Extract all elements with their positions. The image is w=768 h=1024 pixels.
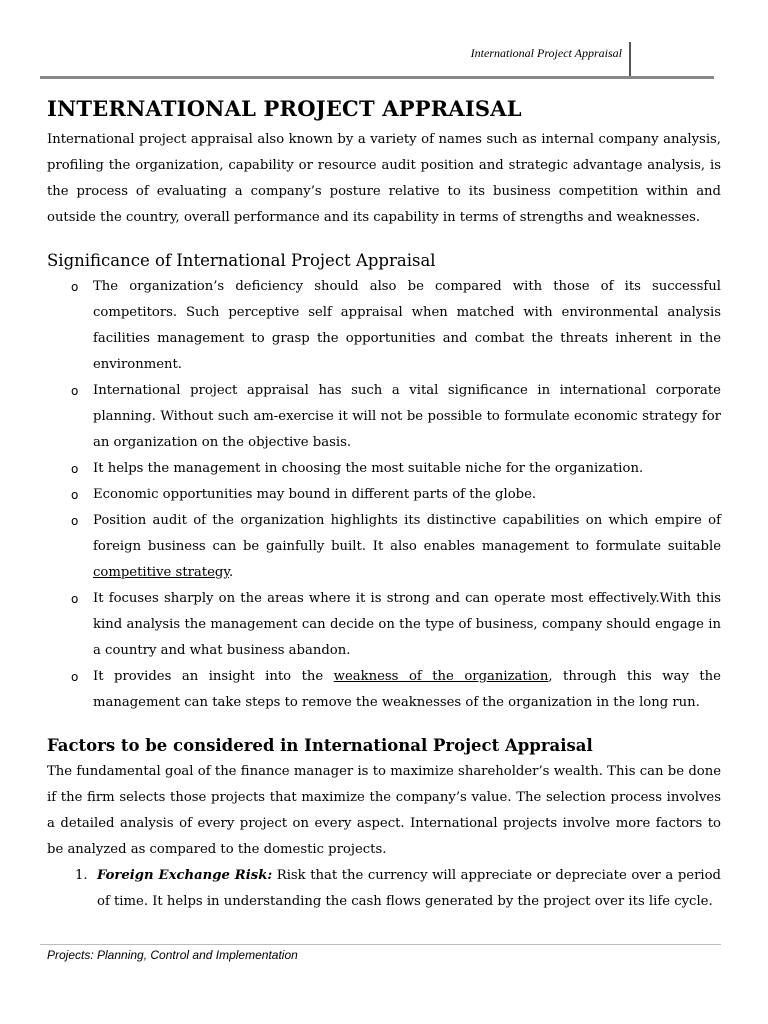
list-item xyxy=(47,378,721,456)
bullet-marker: o xyxy=(71,280,79,294)
list-item xyxy=(47,456,721,482)
intro-paragraph: International project appraisal also known by a variety of names such as internal company analysis, profiling the organization, capability or resource audit position and strategic advantage analysis, is the process of evaluating a company’s posture relative to its business competition within and outside the country, overall performance and its capability in terms of strengths and weaknesses. xyxy=(47,132,721,225)
factor-description: Risk that the currency will appreciate or depreciate over a period of time. It helps in understanding the cash flows generated by the project over its life cycle. xyxy=(97,868,721,909)
factors-intro-paragraph: The fundamental goal of the finance manager is to maximize shareholder’s wealth. This can be done if the firm selects those projects that maximize the company’s value. The selection process involves a detailed analysis of every project on every aspect. International projects involve more factors to be analyzed as compared to the domestic projects. xyxy=(47,764,721,857)
list-item-text: Position audit of the organization highlights its distinctive capabilities on which empire of foreign business can be gainfully built. It also enables management to formulate suitable xyxy=(93,513,721,554)
footer-text: Projects: Planning, Control and Implementation xyxy=(47,948,298,962)
list-item-text-end: . xyxy=(229,565,234,580)
bullet-marker: o xyxy=(71,384,79,398)
competitive-strategy-link[interactable]: competitive strategy xyxy=(93,565,230,580)
list-item xyxy=(47,586,721,664)
list-item xyxy=(47,274,721,378)
list-item-text: It helps the management in choosing the most suitable niche for the organization. xyxy=(93,461,644,476)
running-header: International Project Appraisal xyxy=(470,46,622,60)
list-item-text-end: , through this way the management can take steps to remove the weaknesses of the organization in the long run. xyxy=(93,669,721,710)
list-item-text: International project appraisal has such a vital significance in international corporate planning. Without such am-exercise it will not be possible to formulate economic strategy for an organization on the objective basis. xyxy=(93,383,721,450)
list-item xyxy=(47,482,721,508)
bullet-marker: o xyxy=(71,670,79,684)
list-item xyxy=(47,664,721,716)
list-item-text: Economic opportunities may bound in different parts of the globe. xyxy=(93,487,537,502)
significance-list xyxy=(47,274,721,716)
factor-item xyxy=(47,863,721,915)
header-vertical-bar xyxy=(629,42,631,78)
bullet-marker: o xyxy=(71,514,79,528)
factors-heading: Factors to be considered in International Project Appraisal xyxy=(47,736,593,755)
factor-term: Foreign Exchange Risk: xyxy=(97,868,273,883)
header-rule xyxy=(40,76,714,79)
bullet-marker: o xyxy=(71,462,79,476)
list-item-text: It focuses sharply on the areas where it is strong and can operate most effectively.With this kind analysis the management can decide on the type of business, company should engage in a country and what business abandon. xyxy=(93,591,721,658)
significance-heading: Significance of International Project Appraisal xyxy=(47,251,436,270)
page-title: INTERNATIONAL PROJECT APPRAISAL xyxy=(47,96,522,121)
list-item-text: It provides an insight into the xyxy=(93,669,334,684)
document-body xyxy=(47,96,721,915)
factors-list xyxy=(47,863,721,915)
bullet-marker: o xyxy=(71,592,79,606)
list-item xyxy=(47,508,721,586)
weakness-of-organization-link[interactable]: weakness of the organization xyxy=(333,669,549,684)
list-item-text: The organization’s deficiency should also be compared with those of its successful competitors. Such perceptive self appraisal when matched with environmental analysis facilities management to grasp the opportunities and combat the threats inherent in the environment. xyxy=(93,279,721,372)
footer-rule xyxy=(40,944,721,945)
factor-number: 1. xyxy=(75,868,88,883)
bullet-marker: o xyxy=(71,488,79,502)
